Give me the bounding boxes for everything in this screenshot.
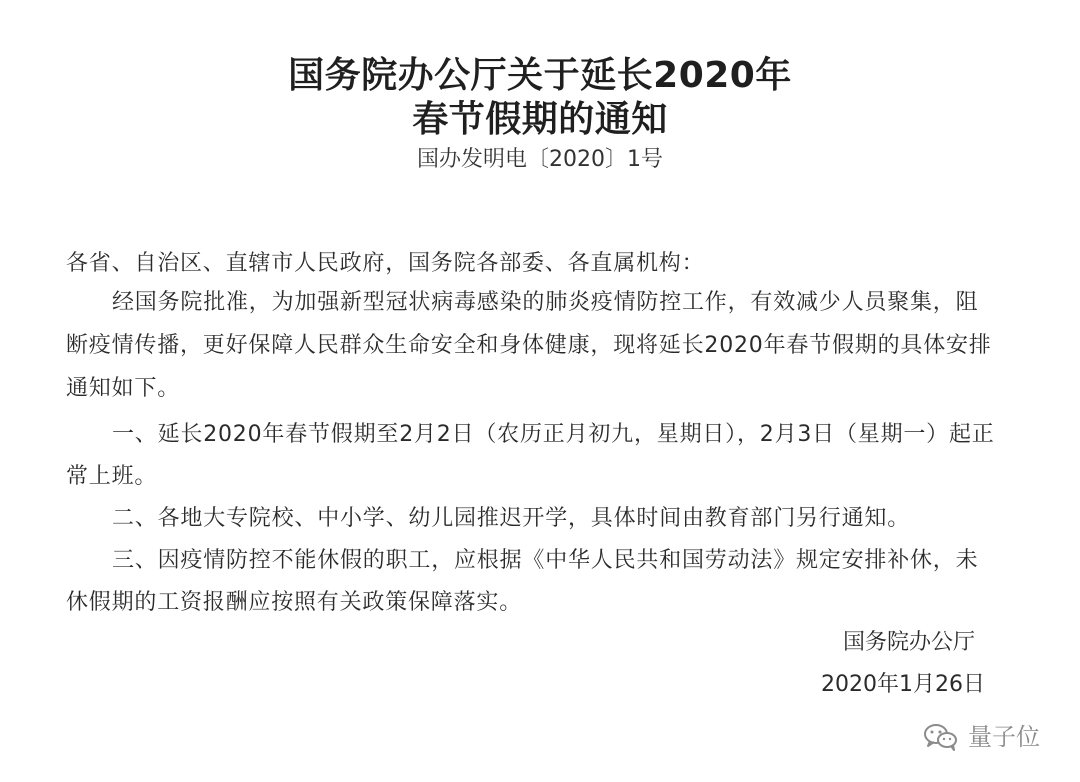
signature-organization: 国务院办公厅 — [842, 630, 975, 655]
body-line: 一、延长2020年春节假期至2月2日（农历正月初九，星期日），2月3日（星期一）起正 — [112, 422, 995, 447]
wechat-icon — [922, 722, 960, 752]
document-title-line-1: 国务院办公厅关于延长2020年 — [288, 55, 792, 96]
body-line: 常上班。 — [66, 464, 158, 489]
watermark-text: 量子位 — [968, 723, 1040, 751]
signature-date: 2020年1月26日 — [821, 672, 985, 697]
addressee-line: 各省、自治区、直辖市人民政府，国务院各部委、各直属机构： — [66, 251, 705, 276]
body-line: 断疫情传播，更好保障人民群众生命安全和身体健康，现将延长2020年春节假期的具体安排 — [66, 333, 992, 358]
body-line: 通知如下。 — [66, 376, 181, 401]
body-line: 休假期的工资报酬应按照有关政策保障落实。 — [66, 590, 523, 615]
document-title-line-2: 春节假期的通知 — [412, 99, 668, 140]
body-line: 三、因疫情防控不能休假的职工，应根据《中华人民共和国劳动法》规定安排补休，未 — [112, 548, 979, 573]
document-number: 国办发明电〔2020〕1号 — [417, 147, 663, 172]
watermark — [922, 719, 1052, 755]
body-line: 二、各地大专院校、中小学、幼儿园推迟开学，具体时间由教育部门另行通知。 — [112, 506, 911, 531]
body-line: 经国务院批准，为加强新型冠状病毒感染的肺炎疫情防控工作，有效减少人员聚集，阻 — [112, 290, 979, 315]
